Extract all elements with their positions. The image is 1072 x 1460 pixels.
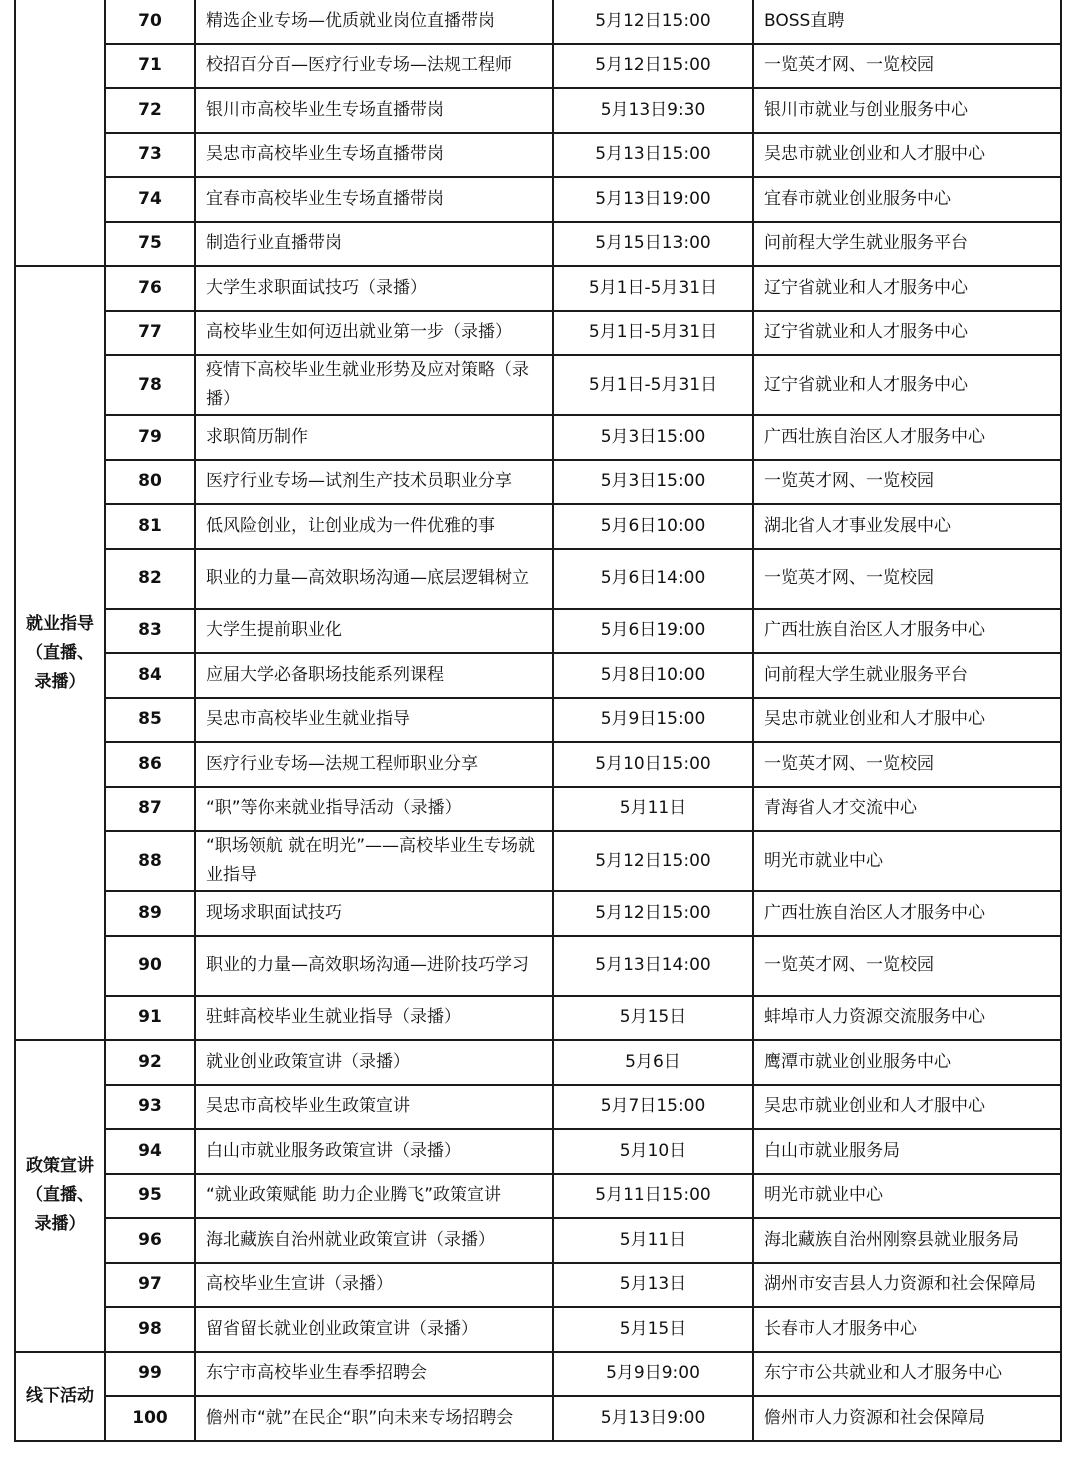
organizer-cell: 广西壮族自治区人才服务中心: [753, 609, 1061, 654]
organizer-cell: 白山市就业服务局: [753, 1129, 1061, 1174]
activity-title-cell: “职场领航 就在明光”——高校毕业生专场就业指导: [195, 831, 553, 891]
table-row: [15, 133, 1061, 178]
table-row: [15, 1040, 1061, 1085]
table-row: [15, 1174, 1061, 1219]
activity-title-cell: 儋州市“就”在民企“职”向未来专场招聘会: [195, 1396, 553, 1441]
organizer-cell: 一览英才网、一览校园: [753, 44, 1061, 89]
activity-date-cell: 5月10日15:00: [553, 742, 753, 787]
table-row: [15, 0, 1061, 44]
activity-date-cell: 5月10日: [553, 1129, 753, 1174]
activity-date-cell: 5月12日15:00: [553, 831, 753, 891]
organizer-cell: 一览英才网、一览校园: [753, 549, 1061, 609]
activity-number-cell: 87: [105, 787, 195, 832]
activity-title-cell: 制造行业直播带岗: [195, 222, 553, 267]
activity-number-cell: 91: [105, 996, 195, 1041]
table-row: [15, 1129, 1061, 1174]
table-row: [15, 742, 1061, 787]
activity-date-cell: 5月12日15:00: [553, 0, 753, 44]
activity-date-cell: 5月12日15:00: [553, 891, 753, 936]
activity-schedule-table: [14, 0, 1062, 1442]
table-row: [15, 698, 1061, 743]
activity-title-cell: 校招百分百—医疗行业专场—法规工程师: [195, 44, 553, 89]
activity-number-cell: 77: [105, 311, 195, 356]
organizer-cell: 湖州市安吉县人力资源和社会保障局: [753, 1263, 1061, 1308]
activity-date-cell: 5月15日: [553, 1307, 753, 1352]
activity-date-cell: 5月1日-5月31日: [553, 311, 753, 356]
activity-date-cell: 5月9日9:00: [553, 1352, 753, 1397]
category-cell: [15, 0, 105, 266]
activity-number-cell: 73: [105, 133, 195, 178]
activity-title-cell: 医疗行业专场—试剂生产技术员职业分享: [195, 460, 553, 505]
activity-title-cell: 高校毕业生如何迈出就业第一步（录播）: [195, 311, 553, 356]
category-cell: 线下活动: [15, 1352, 105, 1441]
activity-number-cell: 93: [105, 1085, 195, 1130]
organizer-cell: BOSS直聘: [753, 0, 1061, 44]
activity-number-cell: 97: [105, 1263, 195, 1308]
activity-date-cell: 5月1日-5月31日: [553, 355, 753, 415]
activity-title-cell: 白山市就业服务政策宣讲（录播）: [195, 1129, 553, 1174]
table-row: [15, 1307, 1061, 1352]
table-row: [15, 1396, 1061, 1441]
activity-date-cell: 5月13日15:00: [553, 133, 753, 178]
table-row: [15, 891, 1061, 936]
activity-number-cell: 96: [105, 1218, 195, 1263]
organizer-cell: 一览英才网、一览校园: [753, 936, 1061, 996]
table-row: [15, 355, 1061, 415]
activity-number-cell: 79: [105, 415, 195, 460]
activity-title-cell: 高校毕业生宣讲（录播）: [195, 1263, 553, 1308]
organizer-cell: 辽宁省就业和人才服务中心: [753, 266, 1061, 311]
activity-date-cell: 5月3日15:00: [553, 460, 753, 505]
organizer-cell: 海北藏族自治州刚察县就业服务局: [753, 1218, 1061, 1263]
table-row: [15, 996, 1061, 1041]
organizer-cell: 问前程大学生就业服务平台: [753, 222, 1061, 267]
activity-title-cell: 大学生提前职业化: [195, 609, 553, 654]
organizer-cell: 宜春市就业创业服务中心: [753, 177, 1061, 222]
organizer-cell: 广西壮族自治区人才服务中心: [753, 891, 1061, 936]
table-row: [15, 460, 1061, 505]
category-cell: 政策宣讲（直播、录播）: [15, 1040, 105, 1352]
activity-date-cell: 5月13日14:00: [553, 936, 753, 996]
organizer-cell: 吴忠市就业创业和人才服中心: [753, 698, 1061, 743]
organizer-cell: 蚌埠市人力资源交流服务中心: [753, 996, 1061, 1041]
organizer-cell: 长春市人才服务中心: [753, 1307, 1061, 1352]
activity-date-cell: 5月6日19:00: [553, 609, 753, 654]
organizer-cell: 吴忠市就业创业和人才服中心: [753, 133, 1061, 178]
activity-number-cell: 84: [105, 653, 195, 698]
organizer-cell: 鹰潭市就业创业服务中心: [753, 1040, 1061, 1085]
activity-title-cell: 求职简历制作: [195, 415, 553, 460]
activity-number-cell: 70: [105, 0, 195, 44]
table-row: [15, 1352, 1061, 1397]
organizer-cell: 辽宁省就业和人才服务中心: [753, 355, 1061, 415]
activity-title-cell: 吴忠市高校毕业生专场直播带岗: [195, 133, 553, 178]
activity-title-cell: 海北藏族自治州就业政策宣讲（录播）: [195, 1218, 553, 1263]
activity-number-cell: 74: [105, 177, 195, 222]
organizer-cell: 明光市就业中心: [753, 1174, 1061, 1219]
activity-date-cell: 5月6日10:00: [553, 504, 753, 549]
activity-date-cell: 5月13日19:00: [553, 177, 753, 222]
activity-title-cell: 驻蚌高校毕业生就业指导（录播）: [195, 996, 553, 1041]
activity-title-cell: 职业的力量—高效职场沟通—底层逻辑树立: [195, 549, 553, 609]
activity-number-cell: 90: [105, 936, 195, 996]
activity-title-cell: “就业政策赋能 助力企业腾飞”政策宣讲: [195, 1174, 553, 1219]
table-row: [15, 787, 1061, 832]
activity-date-cell: 5月6日: [553, 1040, 753, 1085]
activity-date-cell: 5月1日-5月31日: [553, 266, 753, 311]
table-row: [15, 222, 1061, 267]
organizer-cell: 辽宁省就业和人才服务中心: [753, 311, 1061, 356]
activity-date-cell: 5月13日9:30: [553, 88, 753, 133]
table-row: [15, 936, 1061, 996]
activity-title-cell: 应届大学必备职场技能系列课程: [195, 653, 553, 698]
activity-title-cell: 精选企业专场—优质就业岗位直播带岗: [195, 0, 553, 44]
organizer-cell: 东宁市公共就业和人才服务中心: [753, 1352, 1061, 1397]
activity-number-cell: 75: [105, 222, 195, 267]
organizer-cell: 青海省人才交流中心: [753, 787, 1061, 832]
table-row: [15, 504, 1061, 549]
activity-date-cell: 5月6日14:00: [553, 549, 753, 609]
activity-date-cell: 5月9日15:00: [553, 698, 753, 743]
activity-date-cell: 5月11日15:00: [553, 1174, 753, 1219]
activity-number-cell: 95: [105, 1174, 195, 1219]
activity-number-cell: 86: [105, 742, 195, 787]
activity-title-cell: 现场求职面试技巧: [195, 891, 553, 936]
activity-title-cell: 留省留长就业创业政策宣讲（录播）: [195, 1307, 553, 1352]
activity-number-cell: 72: [105, 88, 195, 133]
activity-number-cell: 100: [105, 1396, 195, 1441]
activity-date-cell: 5月15日: [553, 996, 753, 1041]
activity-title-cell: 职业的力量—高效职场沟通—进阶技巧学习: [195, 936, 553, 996]
table-row: [15, 177, 1061, 222]
activity-date-cell: 5月13日9:00: [553, 1396, 753, 1441]
organizer-cell: 问前程大学生就业服务平台: [753, 653, 1061, 698]
activity-date-cell: 5月7日15:00: [553, 1085, 753, 1130]
activity-date-cell: 5月11日: [553, 1218, 753, 1263]
table-row: [15, 1218, 1061, 1263]
activity-number-cell: 98: [105, 1307, 195, 1352]
activity-title-cell: 吴忠市高校毕业生政策宣讲: [195, 1085, 553, 1130]
table-row: [15, 549, 1061, 609]
table-row: [15, 609, 1061, 654]
activity-number-cell: 83: [105, 609, 195, 654]
table-row: [15, 1085, 1061, 1130]
organizer-cell: 明光市就业中心: [753, 831, 1061, 891]
table-row: [15, 1263, 1061, 1308]
table-row: [15, 311, 1061, 356]
activity-title-cell: 宜春市高校毕业生专场直播带岗: [195, 177, 553, 222]
table-row: [15, 415, 1061, 460]
activity-title-cell: 银川市高校毕业生专场直播带岗: [195, 88, 553, 133]
table-row: [15, 831, 1061, 891]
activity-date-cell: 5月12日15:00: [553, 44, 753, 89]
activity-date-cell: 5月11日: [553, 787, 753, 832]
activity-title-cell: 就业创业政策宣讲（录播）: [195, 1040, 553, 1085]
organizer-cell: 银川市就业与创业服务中心: [753, 88, 1061, 133]
activity-title-cell: 大学生求职面试技巧（录播）: [195, 266, 553, 311]
activity-number-cell: 78: [105, 355, 195, 415]
organizer-cell: 吴忠市就业创业和人才服中心: [753, 1085, 1061, 1130]
activity-number-cell: 92: [105, 1040, 195, 1085]
activity-number-cell: 94: [105, 1129, 195, 1174]
table-row: [15, 653, 1061, 698]
activity-number-cell: 71: [105, 44, 195, 89]
activity-date-cell: 5月3日15:00: [553, 415, 753, 460]
category-cell: 就业指导（直播、录播）: [15, 266, 105, 1040]
activity-number-cell: 88: [105, 831, 195, 891]
table-row: [15, 44, 1061, 89]
activity-number-cell: 76: [105, 266, 195, 311]
organizer-cell: 一览英才网、一览校园: [753, 460, 1061, 505]
activity-date-cell: 5月8日10:00: [553, 653, 753, 698]
organizer-cell: 湖北省人才事业发展中心: [753, 504, 1061, 549]
activity-title-cell: 疫情下高校毕业生就业形势及应对策略（录播）: [195, 355, 553, 415]
activity-date-cell: 5月13日: [553, 1263, 753, 1308]
activity-number-cell: 89: [105, 891, 195, 936]
organizer-cell: 广西壮族自治区人才服务中心: [753, 415, 1061, 460]
activity-title-cell: 医疗行业专场—法规工程师职业分享: [195, 742, 553, 787]
organizer-cell: 儋州市人力资源和社会保障局: [753, 1396, 1061, 1441]
activity-title-cell: “职”等你来就业指导活动（录播）: [195, 787, 553, 832]
activity-number-cell: 99: [105, 1352, 195, 1397]
activity-number-cell: 80: [105, 460, 195, 505]
activity-number-cell: 82: [105, 549, 195, 609]
table-row: [15, 88, 1061, 133]
activity-number-cell: 81: [105, 504, 195, 549]
table-row: [15, 266, 1061, 311]
activity-title-cell: 吴忠市高校毕业生就业指导: [195, 698, 553, 743]
activity-title-cell: 低风险创业，让创业成为一件优雅的事: [195, 504, 553, 549]
activity-date-cell: 5月15日13:00: [553, 222, 753, 267]
activity-number-cell: 85: [105, 698, 195, 743]
activity-title-cell: 东宁市高校毕业生春季招聘会: [195, 1352, 553, 1397]
organizer-cell: 一览英才网、一览校园: [753, 742, 1061, 787]
